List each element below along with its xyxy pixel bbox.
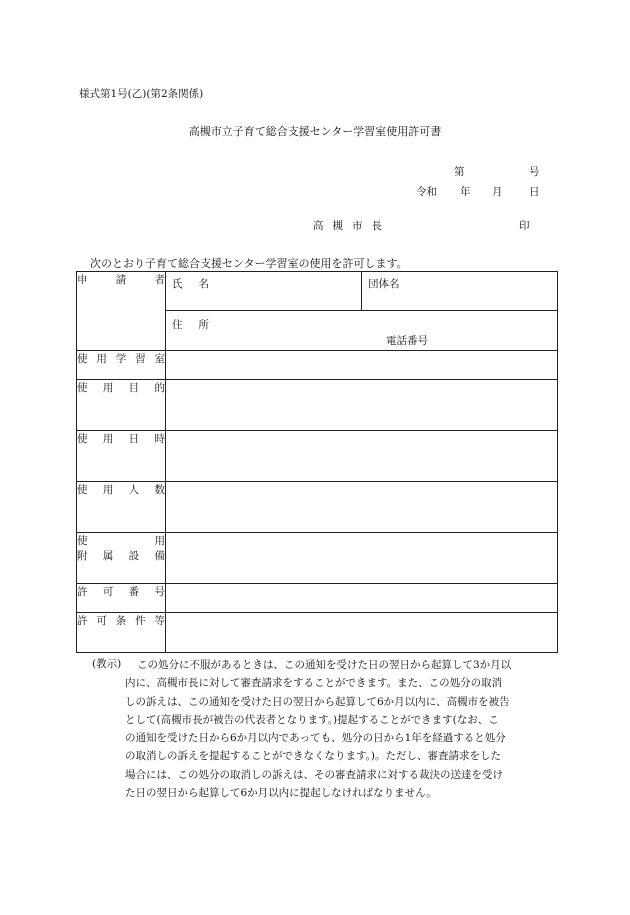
permit-number-value-cell[interactable] (166, 584, 558, 613)
people-label-cell (77, 482, 166, 533)
name-cell[interactable] (166, 272, 362, 311)
number-suffix: 号 (529, 166, 540, 178)
notice-line-3: しの訴えは、この通知を受けた日の翌日から起算して6か月以内に、高槻市を被告 (125, 695, 510, 708)
phone-label: 電話番号 (386, 335, 428, 347)
purpose-label-cell (77, 380, 166, 431)
conditions-label: 許可条件等 (77, 615, 165, 627)
notice-line-1: この処分に不服があるときは、この通知を受けた日の翌日から起算して3か月以 (137, 659, 512, 671)
permit-number-label: 許可番号 (77, 586, 165, 598)
notice-line-7: 場合には、この処分の取消しの訴えは、その審査請求に対する裁決の送達を受け (125, 768, 503, 781)
equipment-label-line2: 附属設備 (77, 550, 165, 562)
equipment-label-line1: 使用 (77, 535, 165, 547)
address-cell[interactable] (166, 311, 558, 351)
room-label-cell (77, 351, 166, 380)
permit-form-table (76, 271, 558, 653)
seal-mark: 印 (519, 220, 530, 232)
date-month-label: 月 (492, 186, 503, 198)
datetime-label-cell (77, 431, 166, 482)
group-name-cell[interactable] (362, 272, 558, 311)
purpose-label: 使用目的 (77, 382, 165, 394)
equipment-value-cell[interactable] (166, 533, 558, 584)
group-name-label: 団体名 (368, 278, 400, 290)
conditions-value-cell[interactable] (166, 613, 558, 653)
datetime-value-cell[interactable] (166, 431, 558, 482)
room-value-cell[interactable] (166, 351, 558, 380)
notice-line-6: の取消しの訴えを提起することができなくなります。)。ただし、審査請求をした (125, 750, 502, 763)
datetime-label: 使用日時 (77, 433, 165, 445)
name-label: 氏名 (172, 278, 225, 290)
notice-line-2: 内に、高槻市長に対して審査請求をすることができます。また、この処分の取消 (125, 677, 503, 690)
number-prefix: 第 (454, 166, 465, 178)
notice-heading: (教示) (92, 658, 122, 670)
purpose-value-cell[interactable] (166, 380, 558, 431)
notice-line-8: た日の翌日から起算して6か月以内に提起しなければなりません。 (125, 787, 437, 800)
equipment-label-cell (77, 533, 166, 584)
document-title: 高槻市立子育て総合支援センター学習室使用許可書 (188, 125, 442, 138)
intro-text: 次のとおり子育て総合支援センター学習室の使用を許可します。 (90, 257, 408, 270)
notice-text (125, 656, 558, 802)
people-label: 使用人数 (77, 484, 165, 496)
address-label: 住所 (172, 319, 225, 331)
conditions-label-cell (77, 613, 166, 653)
permit-number-label-cell (77, 584, 166, 613)
room-label: 使用学習室 (77, 353, 165, 365)
notice-line-4: として(高槻市長が被告の代表者となります。)提起することができます(なお、こ (125, 713, 499, 726)
applicant-label: 申請者 (77, 274, 165, 286)
date-day-label: 日 (529, 186, 540, 198)
date-era: 令和 (416, 186, 437, 198)
notice-line-5: の通知を受けた日から6か月以内であっても、処分の日から1年を経過すると処分 (125, 732, 506, 745)
applicant-label-cell (77, 272, 166, 351)
issuer-name: 高槻市長 (313, 220, 391, 232)
form-code: 様式第1号(乙)(第2条関係) (79, 88, 204, 100)
people-value-cell[interactable] (166, 482, 558, 533)
date-year-label: 年 (460, 186, 471, 198)
